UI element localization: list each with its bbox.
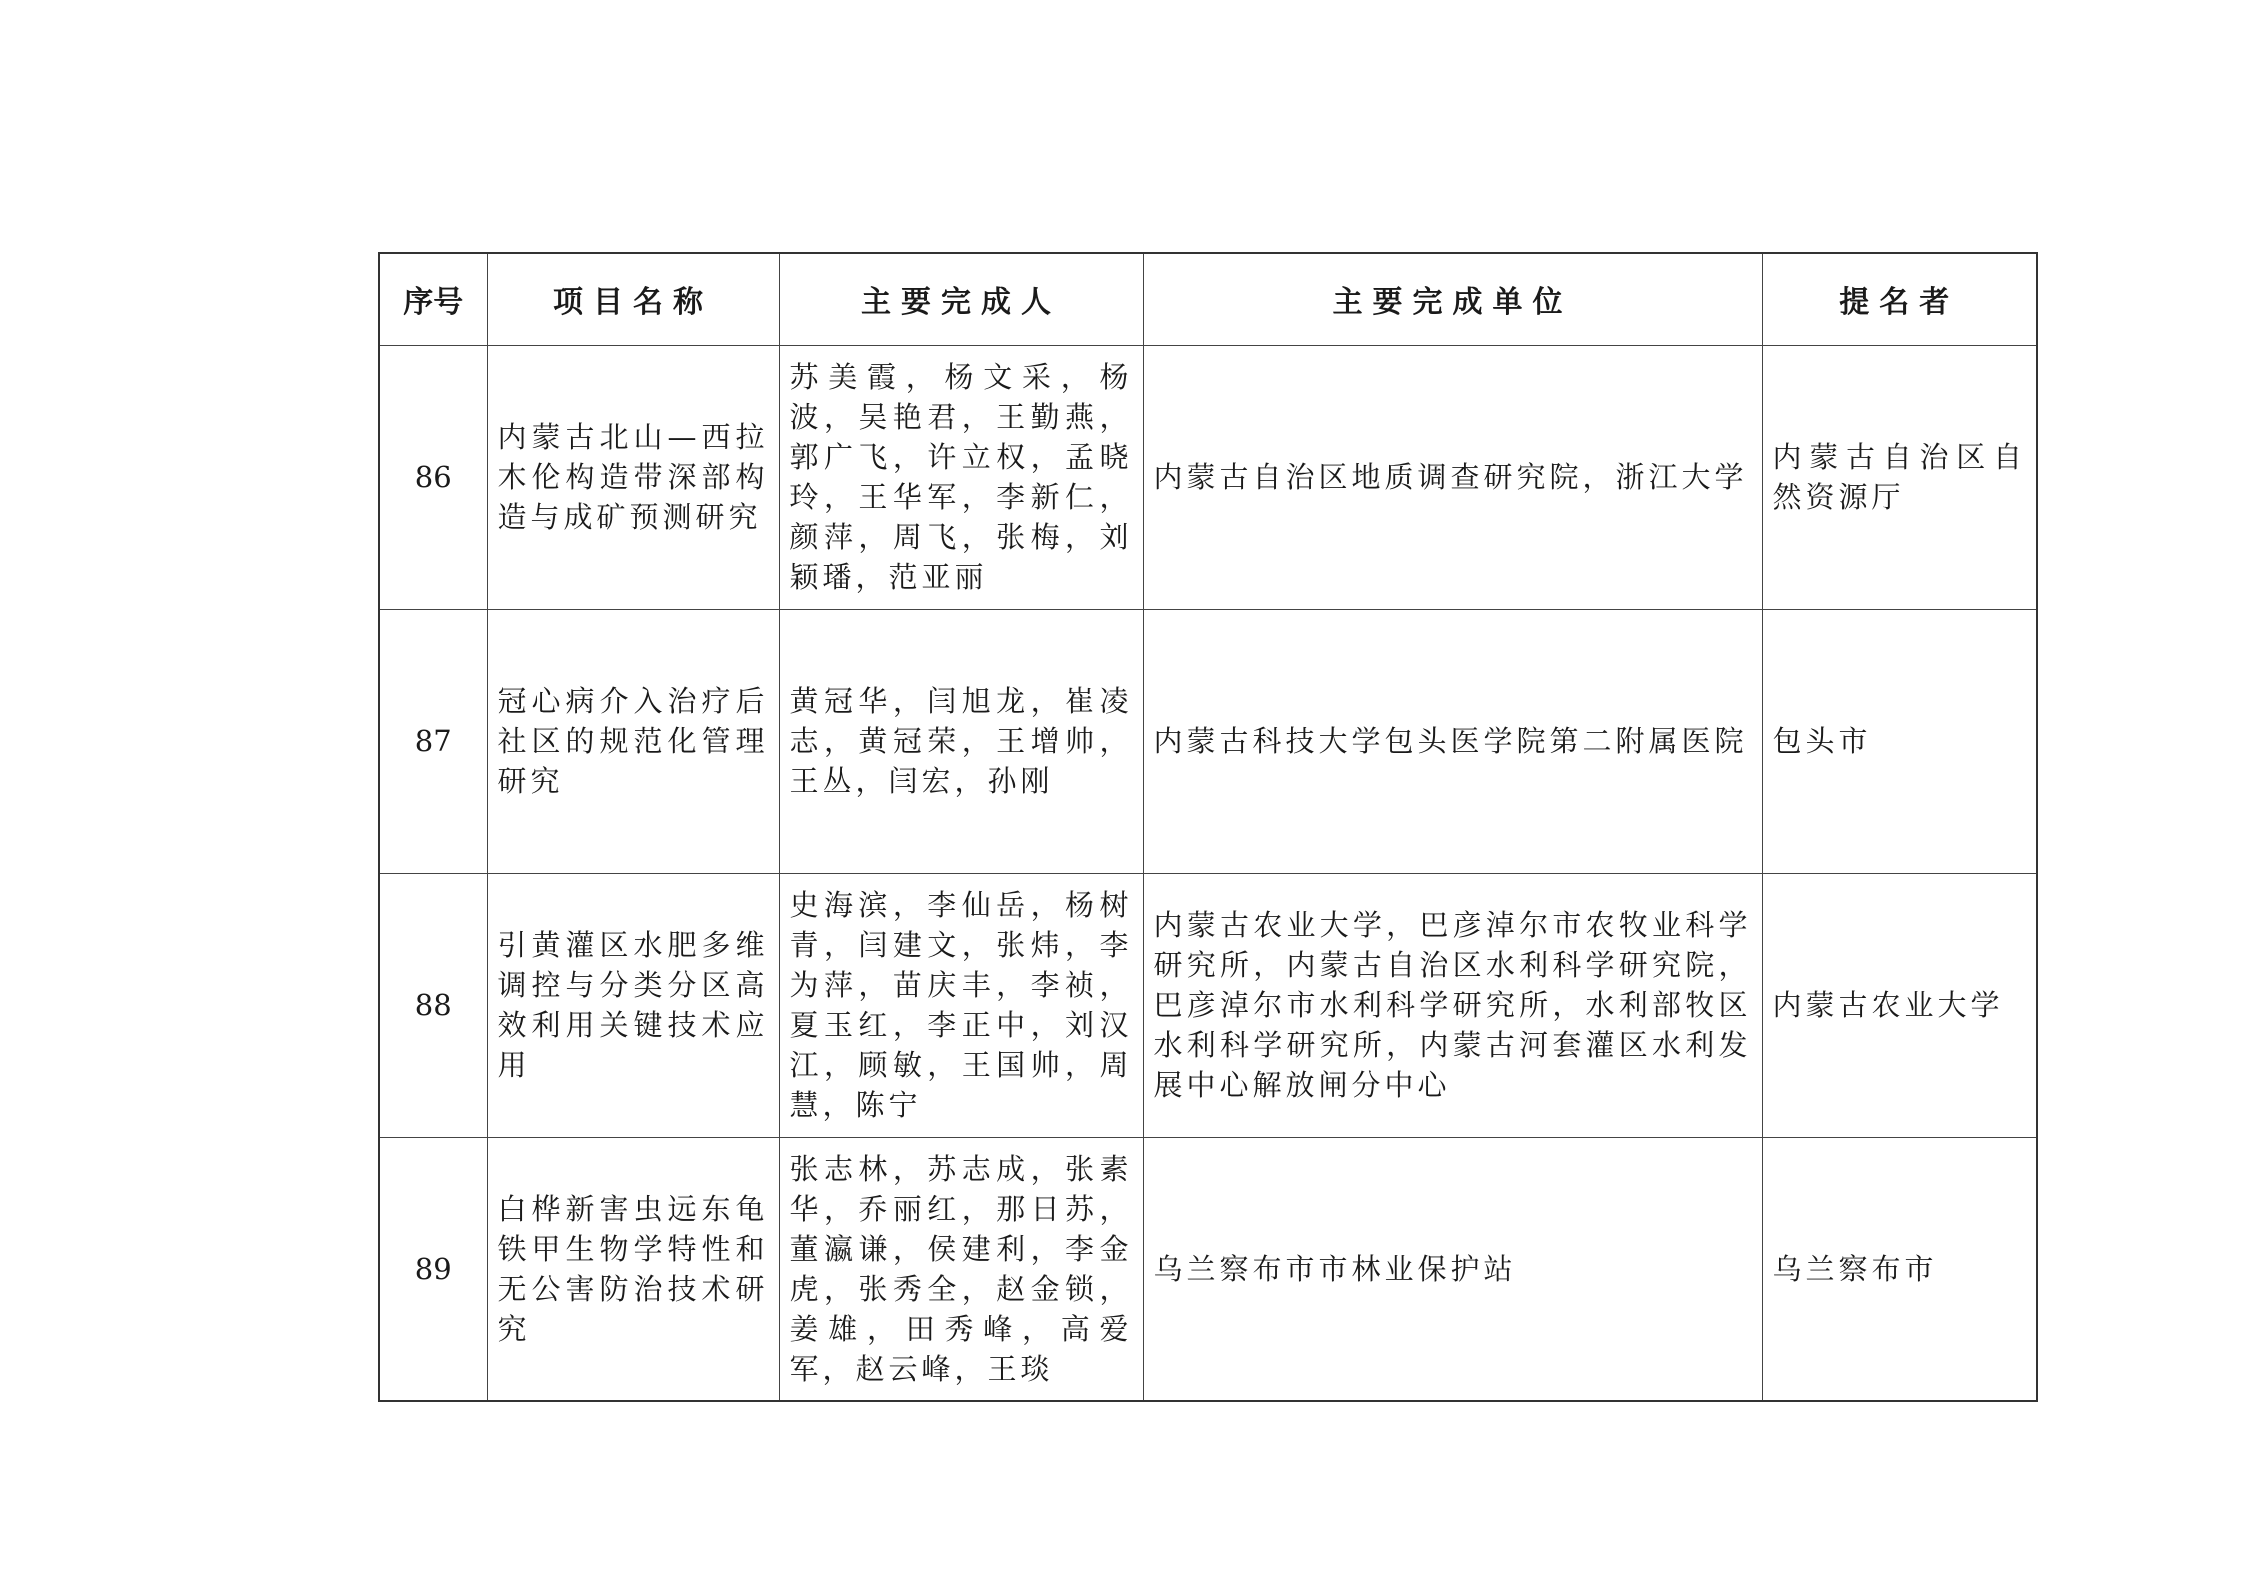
persons-cell: 黄冠华，闫旭龙，崔凌志，黄冠荣，王增帅，王丛，闫宏，孙刚 bbox=[779, 609, 1143, 873]
table-row bbox=[379, 873, 2037, 1137]
nominator-cell: 乌兰察布市 bbox=[1762, 1137, 2037, 1401]
table-row bbox=[379, 1137, 2037, 1401]
nominator-cell: 内蒙古农业大学 bbox=[1762, 873, 2037, 1137]
units-cell: 乌兰察布市市林业保护站 bbox=[1143, 1137, 1762, 1401]
table-row bbox=[379, 345, 2037, 609]
header-persons: 主要完成人 bbox=[779, 253, 1143, 345]
units-cell: 内蒙古自治区地质调查研究院，浙江大学 bbox=[1143, 345, 1762, 609]
seq-cell: 86 bbox=[379, 345, 487, 609]
award-table bbox=[378, 252, 2038, 1402]
table-header bbox=[379, 253, 2037, 345]
seq-cell: 88 bbox=[379, 873, 487, 1137]
project-cell: 引黄灌区水肥多维调控与分类分区高效利用关键技术应用 bbox=[487, 873, 779, 1137]
persons-cell: 苏美霞，杨文采，杨波，吴艳君，王勤燕，郭广飞，许立权，孟晓玲，王华军，李新仁，颜萍，周飞，张梅，刘颖璠，范亚丽 bbox=[779, 345, 1143, 609]
seq-cell: 89 bbox=[379, 1137, 487, 1401]
nominator-cell: 包头市 bbox=[1762, 609, 2037, 873]
header-seq: 序号 bbox=[379, 253, 487, 345]
project-cell: 白桦新害虫远东龟铁甲生物学特性和无公害防治技术研究 bbox=[487, 1137, 779, 1401]
table-row bbox=[379, 609, 2037, 873]
units-cell: 内蒙古农业大学，巴彦淖尔市农牧业科学研究所，内蒙古自治区水利科学研究院，巴彦淖尔市水利科学研究所，水利部牧区水利科学研究所，内蒙古河套灌区水利发展中心解放闸分中心 bbox=[1143, 873, 1762, 1137]
nominator-cell: 内蒙古自治区自然资源厅 bbox=[1762, 345, 2037, 609]
header-row bbox=[379, 253, 2037, 345]
table-body bbox=[379, 345, 2037, 1401]
header-project: 项目名称 bbox=[487, 253, 779, 345]
header-nominator: 提名者 bbox=[1762, 253, 2037, 345]
project-cell: 内蒙古北山—西拉木伦构造带深部构造与成矿预测研究 bbox=[487, 345, 779, 609]
header-units: 主要完成单位 bbox=[1143, 253, 1762, 345]
units-cell: 内蒙古科技大学包头医学院第二附属医院 bbox=[1143, 609, 1762, 873]
seq-cell: 87 bbox=[379, 609, 487, 873]
persons-cell: 张志林，苏志成，张素华，乔丽红，那日苏，董瀛谦，侯建利，李金虎，张秀全，赵金锁，姜雄，田秀峰，高爱军，赵云峰，王琰 bbox=[779, 1137, 1143, 1401]
project-cell: 冠心病介入治疗后社区的规范化管理研究 bbox=[487, 609, 779, 873]
persons-cell: 史海滨，李仙岳，杨树青，闫建文，张炜，李为萍，苗庆丰，李祯，夏玉红，李正中，刘汉江，顾敏，王国帅，周慧，陈宁 bbox=[779, 873, 1143, 1137]
